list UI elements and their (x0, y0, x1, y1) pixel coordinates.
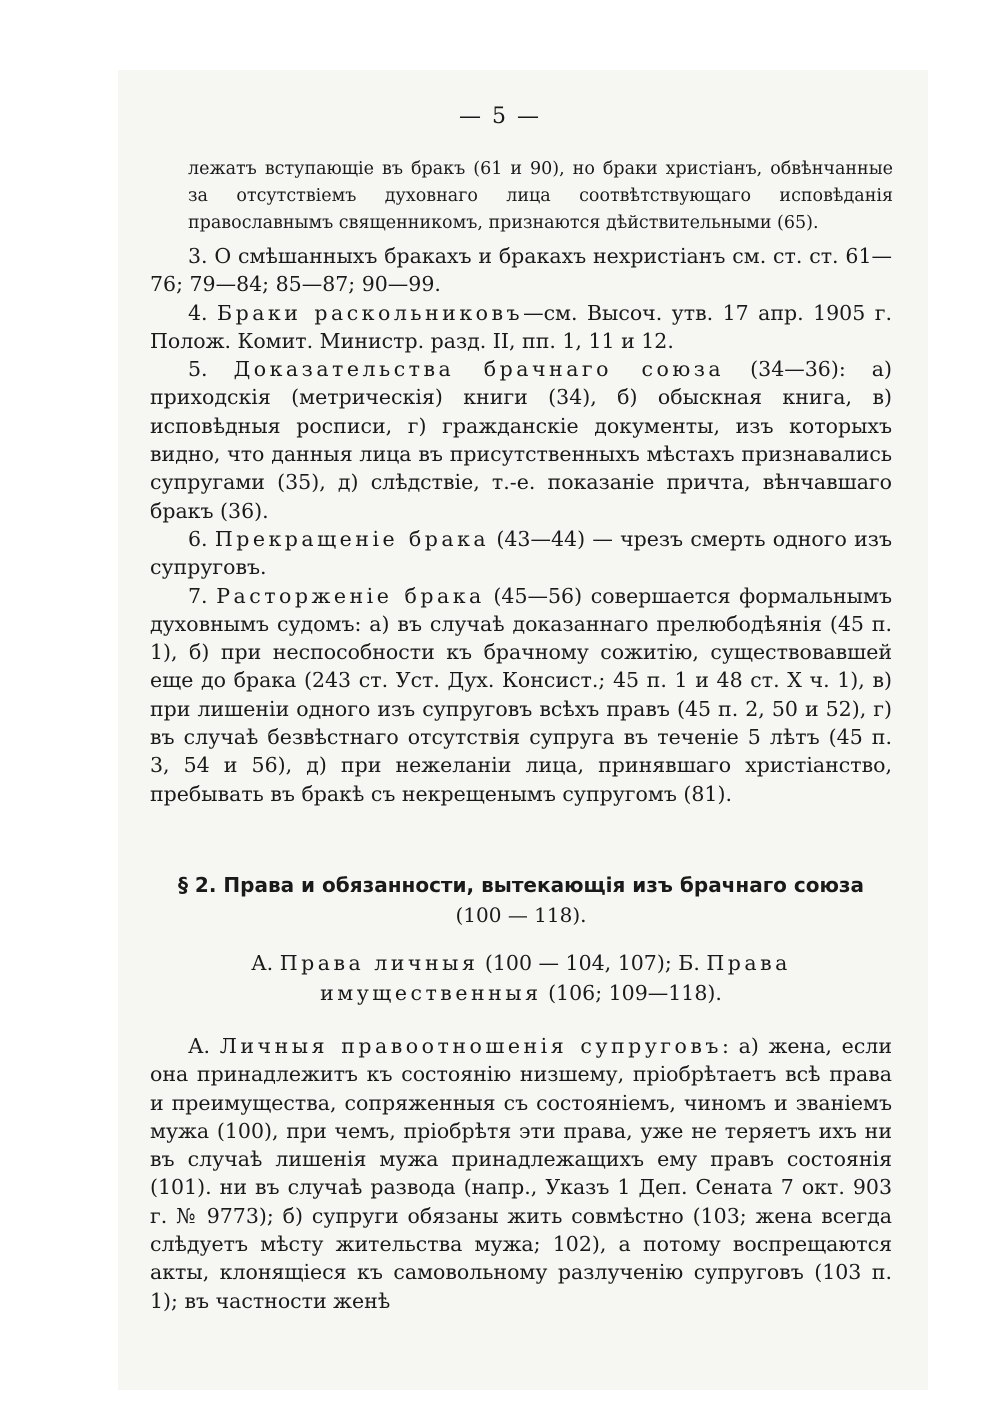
paragraph-label: А. (188, 1034, 211, 1058)
intro-paragraph (188, 156, 893, 237)
subheading-a-label: А. (251, 951, 274, 975)
item-number: 3. (188, 244, 208, 268)
item-text: О смѣшанныхъ бракахъ и бракахъ нехристіанъ см. ст. ст. 61—76; 79—84; 85—87; 90—99. (150, 244, 892, 297)
intro-text: лежатъ вступающіе въ бракъ (61 и 90), но браки христіанъ, обвѣнчанные за отсутствіемъ духовнаго лица соотвѣтствующаго исповѣданія православнымъ священникомъ, признаются дѣйствительными (65). (188, 159, 893, 233)
subheading-b-title: Права имущественныя (320, 951, 791, 1005)
paragraph-spaced-heading: Личныя правоотношенія супруговъ (219, 1034, 722, 1058)
item-number: 4. (188, 300, 208, 325)
section-title: § 2. Права и обязанности, вытекающія изъ брачнаго союза (177, 873, 865, 897)
subheading-a-title: Права личныя (279, 951, 479, 975)
list-item (150, 582, 892, 808)
item-number: 5. (188, 357, 208, 382)
list-item (150, 355, 892, 525)
body-paragraph (150, 1032, 892, 1315)
item-text: —см. Высоч. утв. 17 апр. 1905 г. Полож. Комит. Министр. разд. II, пп. 1, 11 и 12. (150, 300, 892, 353)
item-spaced-heading: Браки раскольниковъ (217, 300, 524, 325)
list-item (150, 525, 892, 582)
item-text: (45—56) совершается формальнымъ духовнымъ судомъ: а) въ случаѣ доказаннаго прелюбодѣянія (45 п. 1), б) при неспособности къ брачному сожитію, существовавшей еще до брака (243 ст. Уст. Дух. Консист.; 45 п. 1 и 48 ст. X ч. 1), в) при лишеніи одного изъ супруговъ всѣхъ правъ (45 п. 2, 50 и 52), г) въ случаѣ безвѣстнаго отсутствія супруга въ теченіе 5 лѣтъ (45 п. 3, 54 и 56), д) при нежеланіи лица, принявшаго христіанство, пребывать въ бракѣ съ некрещенымъ супругомъ (81). (150, 583, 892, 806)
section-heading (150, 870, 892, 930)
list-item (150, 242, 892, 299)
item-spaced-heading: Расторженіе брака (216, 583, 485, 608)
personal-relations-section (150, 1032, 892, 1315)
paragraph-text: : а) жена, если она принадлежитъ къ состоянію низшему, пріобрѣтаетъ всѣ права и преимущества, сопряженныя съ состояніемъ, чиномъ и званіемъ мужа (100), при чемъ, пріобрѣтя эти права, уже не теряетъ ихъ ни въ случаѣ лишенія мужа принадлежащихъ ему правъ состоянія (101). ни въ случаѣ развода (напр., Указъ 1 Деп. Сената 7 окт. 903 г. № 9773); б) супруги обязаны жить совмѣстно (103; жена всегда слѣдуетъ мѣсту жительства мужа; 102), а потому воспрещаются акты, клонящіеся къ самовольному разлученію супруговъ (103 п. 1); въ частности женѣ (150, 1034, 892, 1313)
subheading (150, 948, 892, 1008)
subheading-a-refs: (100 — 104, 107); Б. (478, 951, 707, 975)
item-spaced-heading: Доказательства брачнаго союза (233, 357, 725, 382)
item-number: 6. (188, 526, 208, 551)
item-number: 7. (188, 583, 208, 608)
item-text: (34—36): а) приходскія (метрическія) книги (34), б) обыскная книга, в) исповѣдныя росписи, г) гражданскіе документы, изъ которыхъ видно, что данныя лица въ присутственныхъ мѣстахъ признавались супругами (35), д) слѣдствіе, т.-е. показаніе причта, вѣнчавшаго бракъ (36). (150, 357, 892, 523)
item-text: (43—44) — чрезъ смерть одного изъ супруговъ. (150, 526, 892, 580)
subheading-b-refs: (106; 109—118). (541, 981, 722, 1005)
list-item (150, 299, 892, 356)
page-number: — 5 — (459, 104, 541, 129)
item-spaced-heading: Прекращеніе брака (214, 526, 490, 551)
numbered-items (150, 242, 892, 808)
section-range: (100 — 118). (455, 903, 587, 927)
